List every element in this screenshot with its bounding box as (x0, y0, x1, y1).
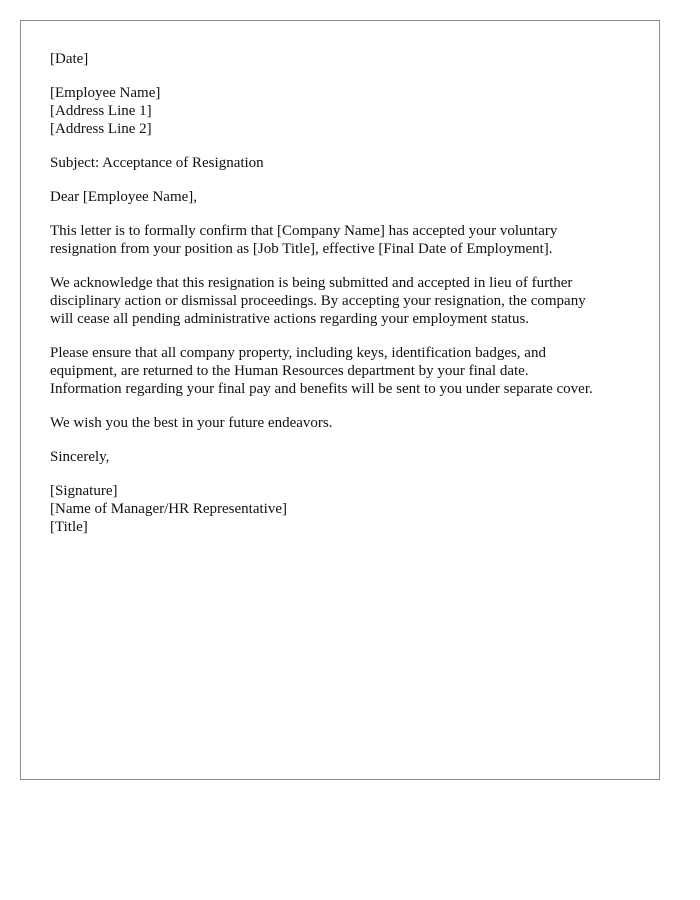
paragraph-line: Please ensure that all company property, including keys, identification badges, and (50, 345, 546, 361)
letter-closing: Sincerely, (50, 449, 110, 465)
letter-page (20, 20, 660, 780)
paragraph-line: will cease all pending administrative actions regarding your employment status. (50, 311, 530, 327)
paragraph-line: equipment, are returned to the Human Resources department by your final date. (50, 363, 529, 379)
recipient-address-line-2: [Address Line 2] (50, 121, 152, 137)
signer-title: [Title] (50, 519, 88, 535)
recipient-address (50, 84, 640, 138)
letter-salutation: Dear [Employee Name], (50, 189, 198, 205)
paragraph-line: We wish you the best in your future endeavors. (50, 415, 333, 431)
subject-block (50, 154, 640, 172)
signature-block (50, 482, 640, 536)
paragraph-line: Information regarding your final pay and benefits will be sent to you under separate cover. (50, 381, 593, 397)
signature-placeholder: [Signature] (50, 483, 118, 499)
signer-name: [Name of Manager/HR Representative] (50, 501, 287, 517)
salutation-block (50, 188, 640, 206)
body-paragraph-2 (50, 274, 640, 328)
letter-subject: Subject: Acceptance of Resignation (50, 155, 264, 171)
body-paragraph-1 (50, 222, 640, 258)
body-paragraph-4 (50, 414, 640, 432)
paragraph-line: We acknowledge that this resignation is being submitted and accepted in lieu of further (50, 275, 573, 291)
body-paragraph-3 (50, 344, 640, 398)
date-block (50, 50, 640, 68)
closing-block (50, 448, 640, 466)
paragraph-line: disciplinary action or dismissal proceedings. By accepting your resignation, the company (50, 293, 586, 309)
paragraph-line: This letter is to formally confirm that [Company Name] has accepted your voluntary (50, 223, 558, 239)
recipient-name: [Employee Name] (50, 85, 161, 101)
letter-content (50, 50, 640, 552)
paragraph-line: resignation from your position as [Job Title], effective [Final Date of Employment]. (50, 241, 553, 257)
letter-date: [Date] (50, 51, 89, 67)
recipient-address-line-1: [Address Line 1] (50, 103, 152, 119)
